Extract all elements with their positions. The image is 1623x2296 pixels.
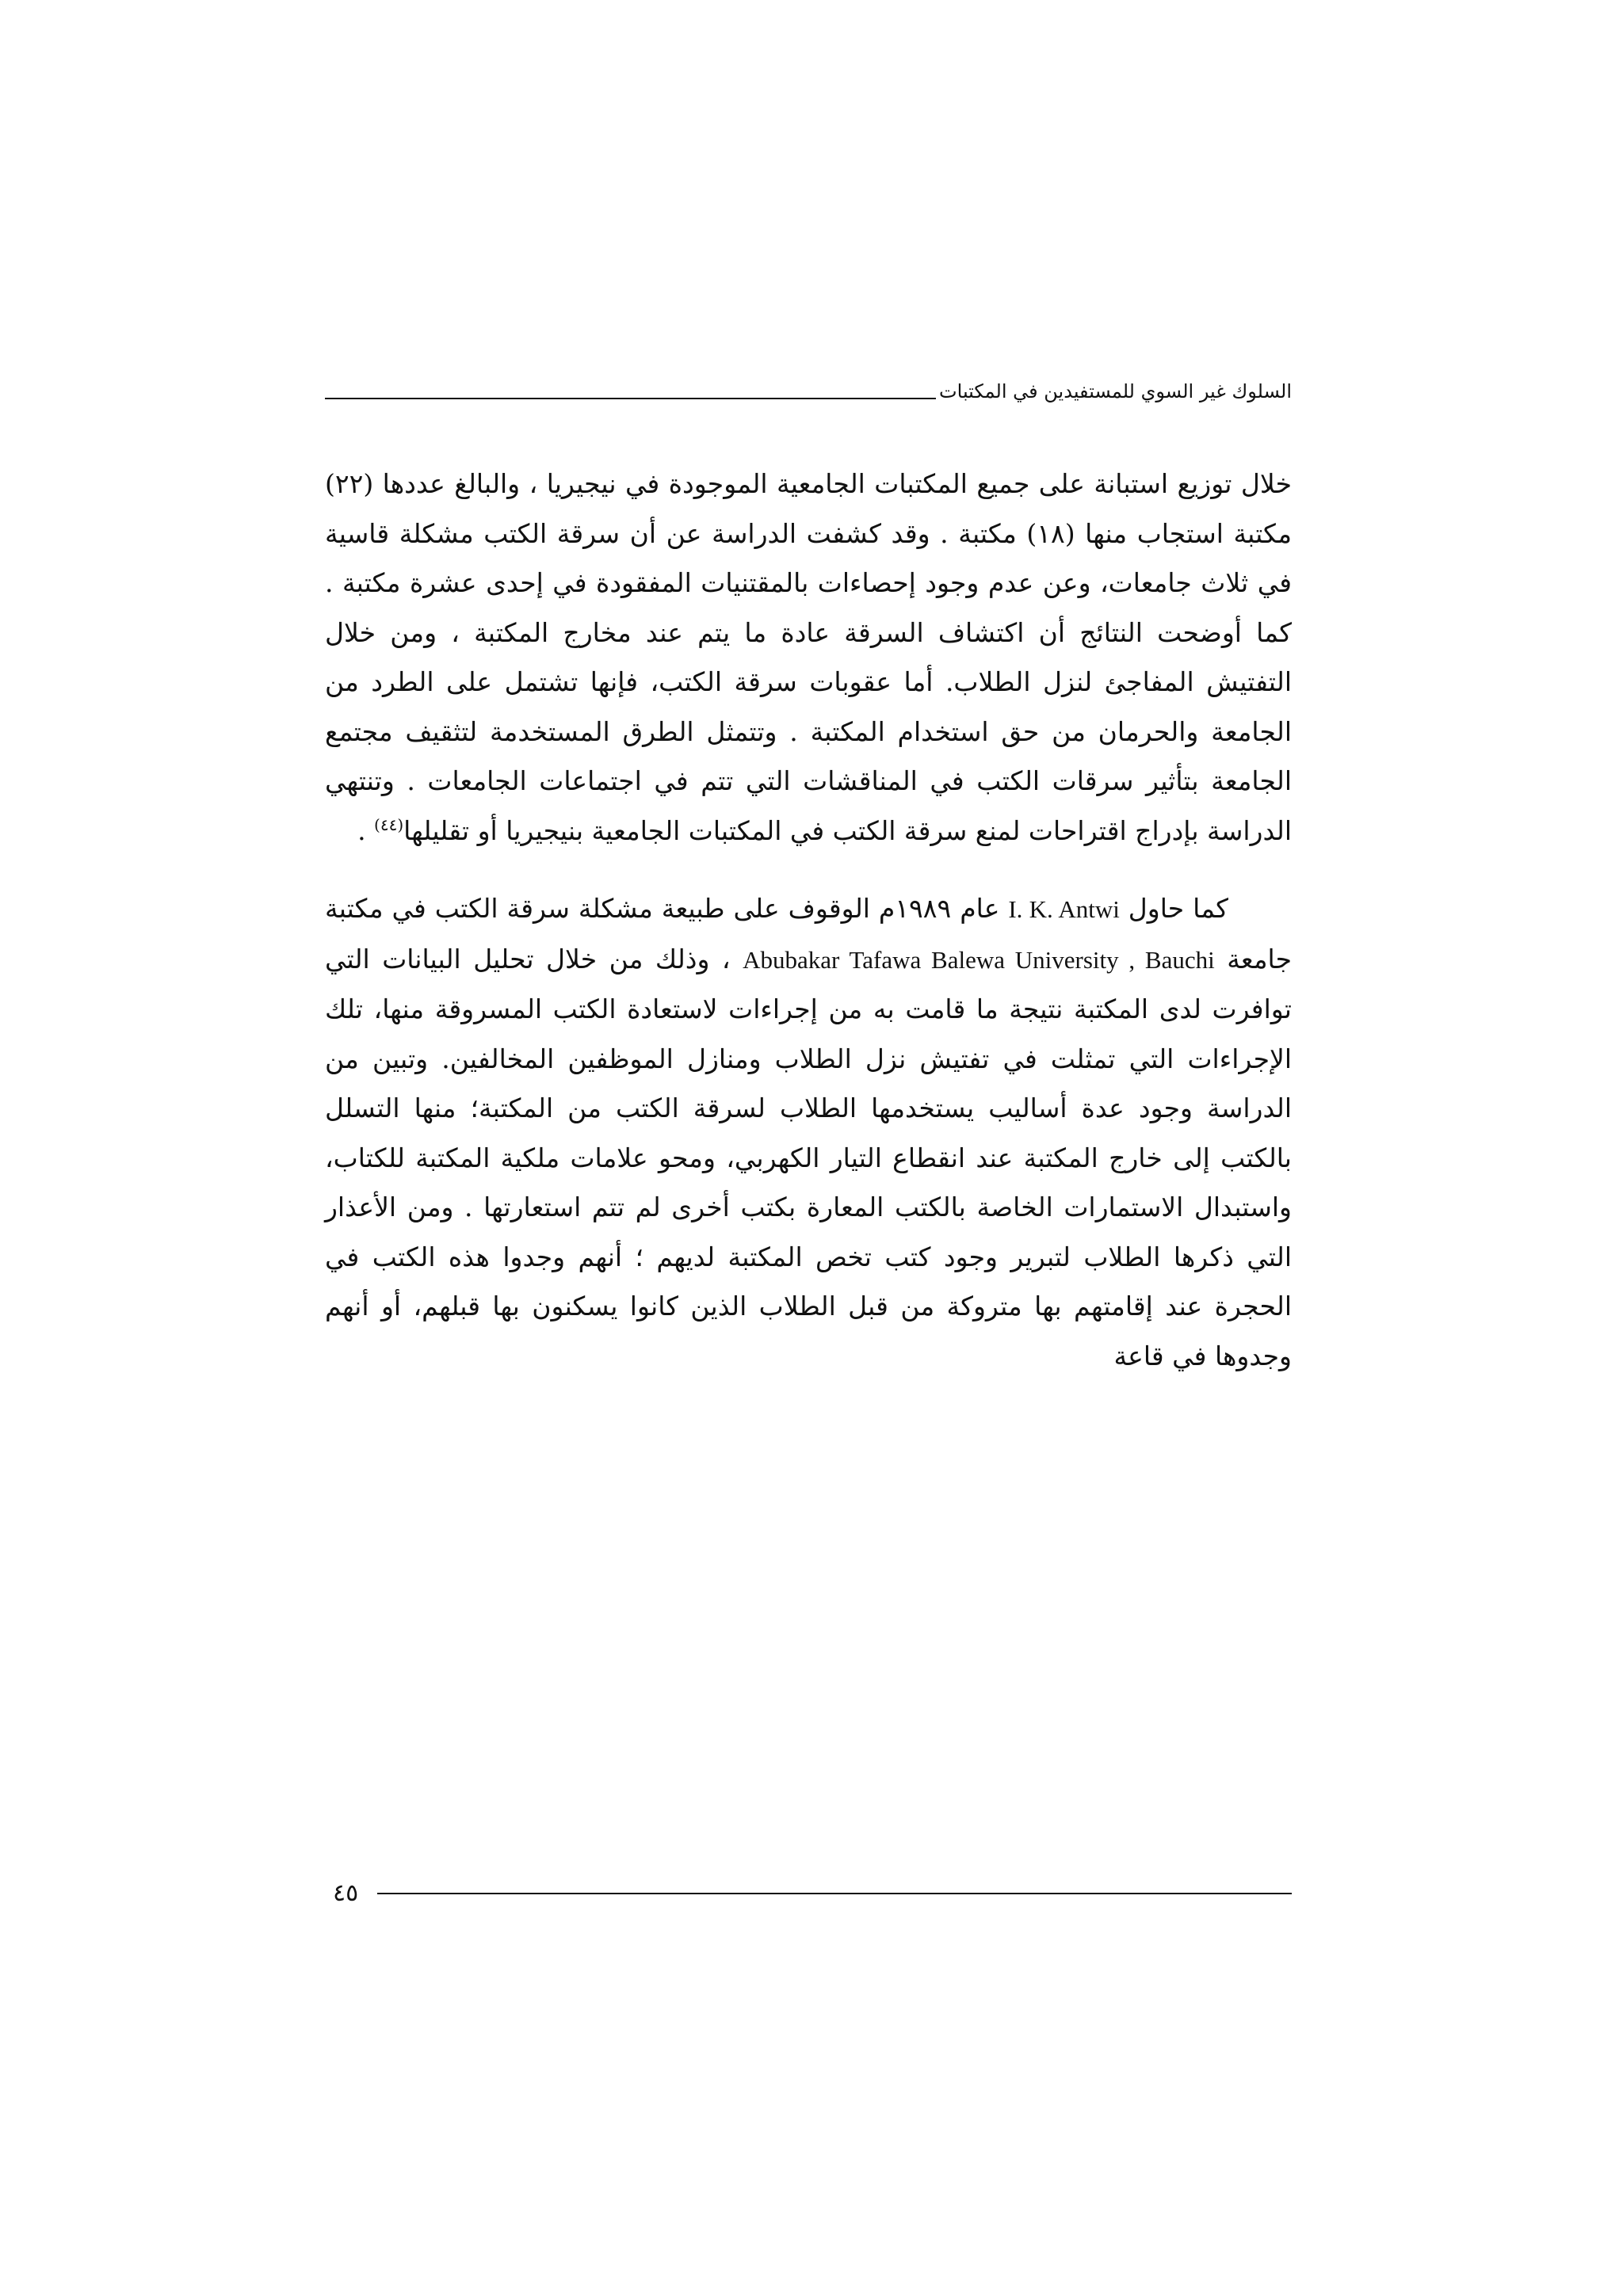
university-name: Abubakar Tafawa Balewa University , Bauchi bbox=[743, 945, 1215, 974]
running-header-title: السلوك غير السوي للمستفيدين في المكتبات bbox=[939, 380, 1292, 402]
paragraph-1-text: خلال توزيع استبانة على جميع المكتبات الجامعية الموجودة في نيجيريا ، والبالغ عددها (٢٢) مكتبة استجاب منها (١٨) مكتبة . وقد كشفت الدراسة عن أن سرقة الكتب مشكلة قاسية في ثلاث جامعات، وعن عدم وجود إحصاءات بالمقتنيات المفقودة في إحدى عشرة مكتبة . كما أوضحت النتائج أن اكتشاف السرقة عادة ما يتم عند مخارج المكتبة ، ومن خلال التفتيش المفاجئ لنزل الطلاب. أما عقوبات سرقة الكتب، فإنها تشتمل على الطرد من الجامعة والحرمان من حق استخدام المكتبة . وتتمثل الطرق المستخدمة لتثقيف مجتمع الجامعة بتأثير سرقات الكتب في المناقشات التي تتم في اجتماعات الجامعات . وتنتهي الدراسة بإدراج اقتراحات لمنع سرقة الكتب في المكتبات الجامعية بنيجيريا أو تقليلها bbox=[325, 468, 1293, 846]
paragraph-2-part-a: كما حاول bbox=[1119, 893, 1228, 924]
page-number: ٤٥ bbox=[333, 1879, 359, 1907]
paragraph-1-end: . bbox=[357, 814, 375, 846]
page-footer bbox=[333, 1878, 1292, 1909]
paragraph-1 bbox=[325, 460, 1292, 856]
paragraph-2-part-c: ، وذلك من خلال تحليل البيانات التي توافرت لدى المكتبة نتيجة ما قامت به من إجراءات لاستعادة الكتب المسروقة منها، تلك الإجراءات التي تمثلت في تفتيش نزل الطلاب ومنازل الموظفين المخالفين. وتبين من الدراسة وجود عدة أساليب يستخدمها الطلاب لسرقة الكتب من المكتبة؛ منها التسلل بالكتب إلى خارج المكتبة عند انقطاع التيار الكهربي، ومحو علامات ملكية المكتبة للكتاب، واستبدال الاستمارات الخاصة بالكتب المعارة بكتب أخرى لم تتم استعارتها . ومن الأعذار التي ذكرها الطلاب لتبرير وجود كتب تخص المكتبة لديهم ؛ أنهم وجدوا هذه الكتب في الحجرة عند إقامتهم بها متروكة من قبل الطلاب الذين كانوا يسكنون بها قبلهم، أو أنهم وجدوها في قاعة bbox=[325, 943, 1292, 1371]
paragraph-2-part-b: عام ١٩٨٩م الوقوف على طبيعة مشكلة سرقة الكتب في مكتبة جامعة bbox=[325, 893, 1292, 974]
author-name: I. K. Antwi bbox=[1008, 895, 1120, 923]
running-header bbox=[325, 372, 1292, 404]
footnote-reference: (٤٤) bbox=[374, 814, 404, 834]
body-text bbox=[325, 460, 1292, 1381]
footer-rule bbox=[377, 1893, 1292, 1894]
paragraph-2 bbox=[325, 884, 1292, 1381]
header-rule bbox=[325, 398, 936, 399]
